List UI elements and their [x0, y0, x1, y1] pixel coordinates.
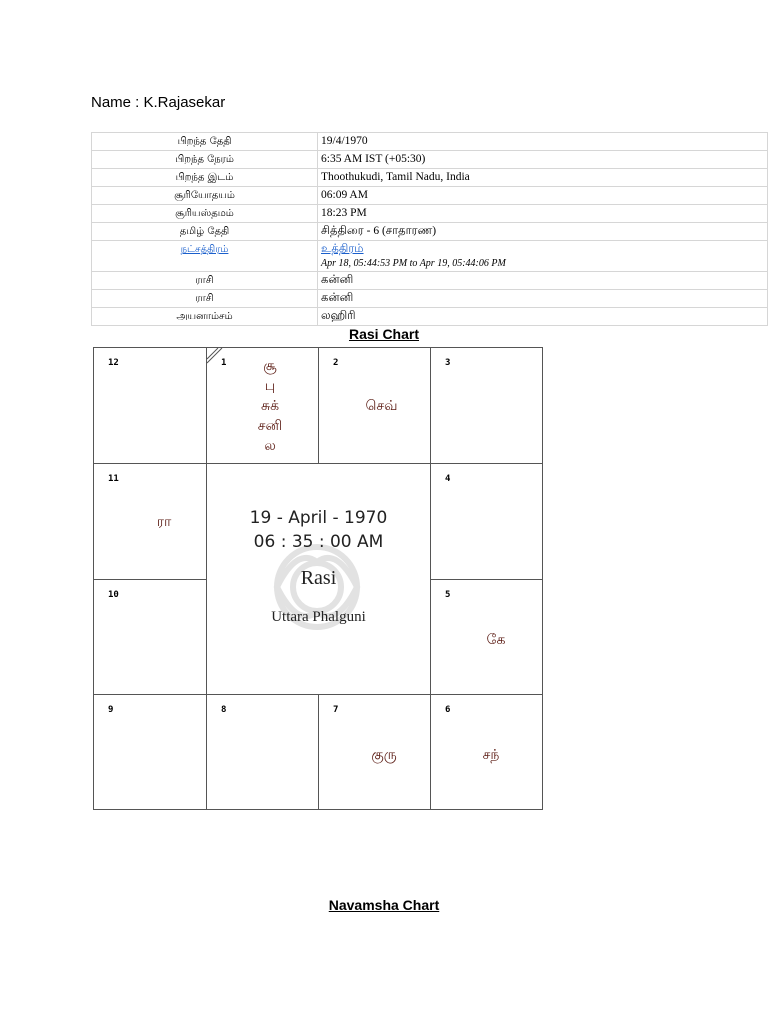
- detail-row: [92, 223, 768, 241]
- detail-value-text: 18:23 PM: [321, 207, 367, 219]
- detail-value-text: கன்னி: [321, 292, 354, 304]
- detail-value: [318, 133, 768, 151]
- detail-row: [92, 133, 768, 151]
- person-name: Name : K.Rajasekar: [91, 94, 226, 111]
- detail-label-text: தமிழ் தேதி: [179, 226, 230, 237]
- detail-label: [92, 272, 318, 290]
- detail-value-text: Thoothukudi, Tamil Nadu, India: [321, 171, 470, 183]
- planet-saturn: சனி: [257, 418, 283, 434]
- detail-value: [318, 223, 768, 241]
- center-nakshatra: Uttara Phalguni: [271, 609, 366, 625]
- detail-row: [92, 308, 768, 326]
- house-number: 3: [445, 358, 451, 368]
- navamsha-chart-title: Navamsha Chart: [328, 897, 440, 913]
- detail-row: [92, 290, 768, 308]
- birth-details-table: [91, 132, 768, 326]
- nakshatra-value-link[interactable]: உத்திரம்: [321, 243, 364, 255]
- nakshatra-label-link[interactable]: நட்சத்திரம்: [180, 244, 229, 255]
- detail-value-text: 19/4/1970: [321, 135, 368, 147]
- detail-value: [318, 241, 768, 272]
- nakshatra-time-range: Apr 18, 05:44:53 PM to Apr 19, 05:44:06 PM: [321, 258, 506, 269]
- house-number: 5: [445, 590, 451, 600]
- detail-value-text: கன்னி: [321, 274, 354, 286]
- rasi-chart: [93, 347, 543, 810]
- detail-value: [318, 205, 768, 223]
- house-number: 4: [445, 474, 451, 484]
- detail-label: [92, 290, 318, 308]
- house-number: 2: [333, 358, 339, 368]
- rasi-chart-title: Rasi Chart: [348, 326, 420, 342]
- house-1-planets: [245, 356, 295, 456]
- detail-value-text: லஹிரி: [321, 310, 356, 322]
- planet-moon: சந்: [482, 747, 500, 763]
- detail-row: [92, 272, 768, 290]
- detail-row: [92, 169, 768, 187]
- detail-label: [92, 133, 318, 151]
- planet-lagna: ல: [264, 438, 276, 454]
- detail-value: [318, 272, 768, 290]
- planet-ketu: கே: [486, 632, 506, 648]
- planet-mercury: பு: [264, 378, 276, 394]
- detail-label: [92, 169, 318, 187]
- detail-value-text: சித்திரை - 6 (சாதாரண): [321, 225, 437, 237]
- house-number: 8: [221, 705, 227, 715]
- house-number: 11: [108, 474, 119, 484]
- house-number: 10: [108, 590, 119, 600]
- detail-label-text: சூரியஸ்தமம்: [175, 208, 234, 219]
- planet-venus: சுக்: [260, 398, 280, 414]
- house-number: 9: [108, 705, 114, 715]
- house-cell-9: [94, 695, 207, 809]
- detail-label-text: ராசி: [195, 275, 214, 286]
- house-number: 6: [445, 705, 451, 715]
- detail-label-text: பிறந்த இடம்: [175, 172, 234, 183]
- detail-label-text: ராசி: [195, 293, 214, 304]
- detail-value-text: 6:35 AM IST (+05:30): [321, 153, 426, 165]
- detail-label-text: பிறந்த நேரம்: [175, 154, 234, 165]
- detail-label: [92, 151, 318, 169]
- chart-center: [207, 464, 431, 695]
- detail-label: [92, 205, 318, 223]
- detail-label-text: அயனாம்சம்: [176, 311, 233, 322]
- detail-row: [92, 187, 768, 205]
- house-cell-8: [207, 695, 319, 809]
- house-number: 7: [333, 705, 339, 715]
- detail-value-text: 06:09 AM: [321, 189, 368, 201]
- detail-label: [92, 187, 318, 205]
- planet-rahu: ரா: [156, 514, 172, 530]
- detail-label: [92, 308, 318, 326]
- detail-label-text: பிறந்த தேதி: [177, 136, 232, 147]
- center-chart-label: Rasi: [300, 567, 337, 589]
- house-cell-2: [319, 348, 431, 464]
- house-cell-10: [94, 580, 207, 695]
- planet-jupiter: குரு: [371, 747, 397, 763]
- house-cell-11: [94, 464, 207, 580]
- house-cell-4: [431, 464, 542, 580]
- detail-row: [92, 151, 768, 169]
- house-cell-7: [319, 695, 431, 809]
- detail-row: [92, 205, 768, 223]
- center-birth-date: 19 - April - 1970: [249, 508, 388, 528]
- house-cell-12: [94, 348, 207, 464]
- detail-row: [92, 241, 768, 272]
- house-number: 12: [108, 358, 119, 368]
- house-number: 1: [221, 358, 227, 368]
- detail-label-text: சூரியோதயம்: [174, 190, 235, 201]
- detail-label: [92, 223, 318, 241]
- house-cell-6: [431, 695, 542, 809]
- house-cell-5: [431, 580, 542, 695]
- house-cell-1: [207, 348, 319, 464]
- detail-value: [318, 169, 768, 187]
- detail-value: [318, 290, 768, 308]
- detail-value: [318, 187, 768, 205]
- planet-sun: சூ: [263, 358, 277, 374]
- detail-label: [92, 241, 318, 272]
- planet-mars: செவ்: [365, 398, 398, 414]
- detail-value: [318, 308, 768, 326]
- center-birth-time: 06 : 35 : 00 AM: [253, 532, 384, 552]
- house-cell-3: [431, 348, 542, 464]
- detail-value: [318, 151, 768, 169]
